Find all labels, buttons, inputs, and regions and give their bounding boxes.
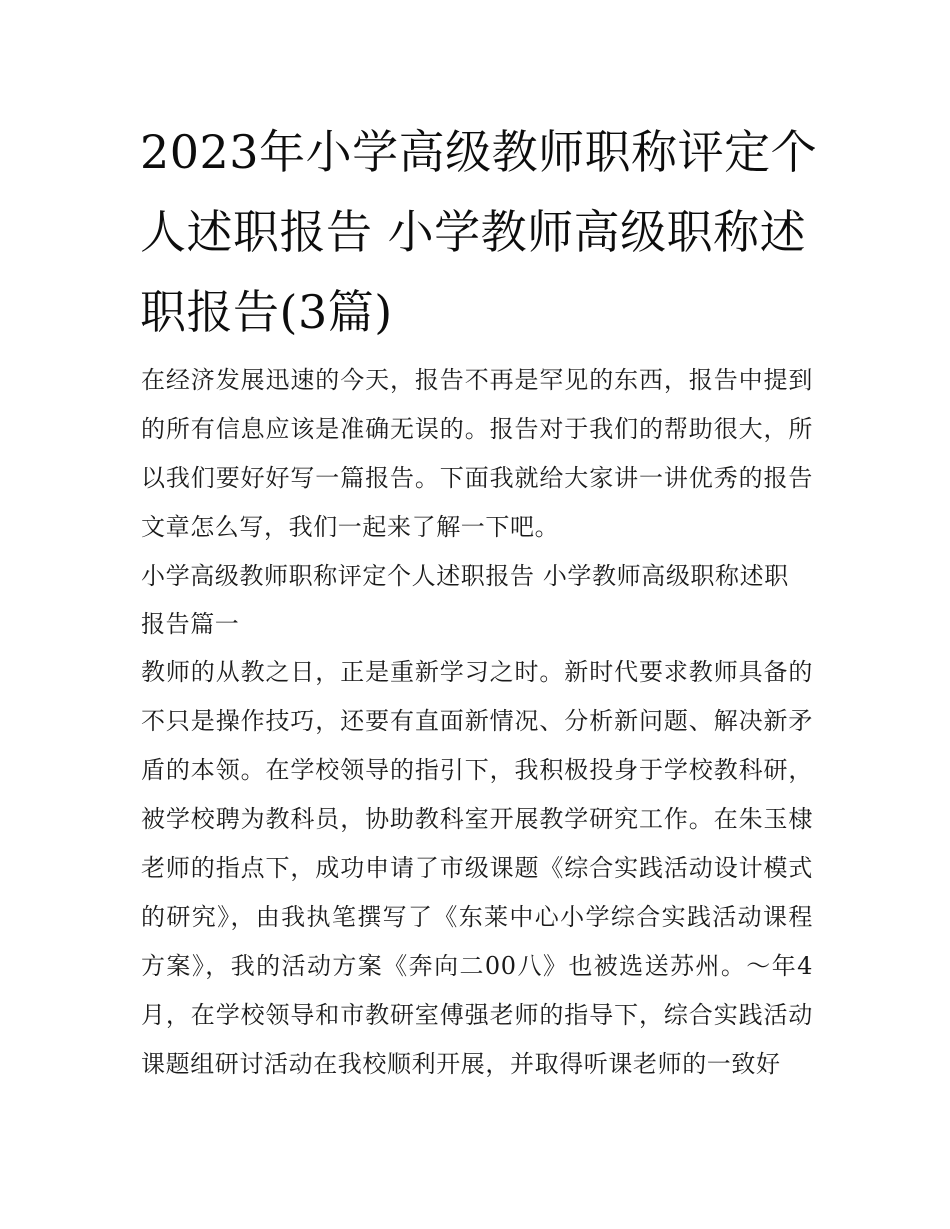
document-title: 2023年小学高级教师职称评定个人述职报告 小学教师高级职称述职报告(3篇) [140,125,818,339]
document-body [141,356,813,1089]
section-heading: 小学高级教师职称评定个人述职报告 小学教师高级职称述职报告篇一 [141,562,789,638]
section-body-paragraph: 教师的从教之日，正是重新学习之时。新时代要求教师具备的不只是操作技巧，还要有直面新情况、分析新问题、解决新矛盾的本领。在学校领导的指引下，我积极投身于学校教科研，被学校聘为教科员，协助教科室开展教学研究工作。在朱玉棣老师的指点下，成功申请了市级课题《综合实践活动设计模式的研究》，由我执笔撰写了《东莱中心小学综合实践活动课程方案》，我的活动方案《奔向二00八》也被选送苏州。～年4月，在学校领导和市教研室傅强老师的指导下，综合实践活动课题组研讨活动在我校顺利开展，并取得听课老师的一致好 [141,658,813,1078]
intro-paragraph: 在经济发展迅速的今天，报告不再是罕见的东西，报告中提到的所有信息应该是准确无误的。报告对于我们的帮助很大，所以我们要好好写一篇报告。下面我就给大家讲一讲优秀的报告文章怎么写，我们一起来了解一下吧。 [141,366,813,541]
